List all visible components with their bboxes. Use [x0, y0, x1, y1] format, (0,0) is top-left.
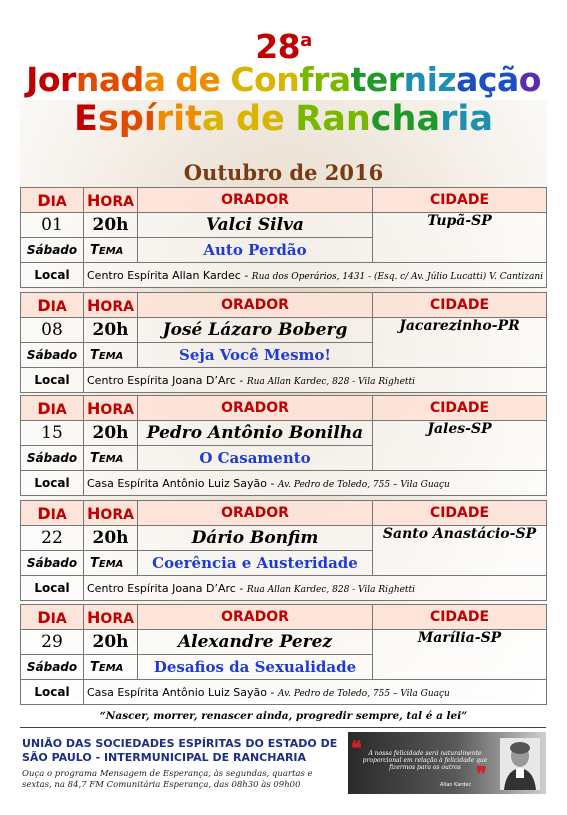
- event-theme: Seja Você Mesmo!: [138, 343, 373, 368]
- event-local-row: [21, 263, 547, 288]
- event-main-row: [21, 318, 547, 343]
- event-speaker: Dário Bonfim: [138, 526, 373, 551]
- local-label: Local: [21, 680, 84, 705]
- event-hour: 20h: [84, 213, 138, 238]
- event-speaker: Pedro Antônio Bonilha: [138, 421, 373, 446]
- hora-header: HORA: [84, 293, 138, 318]
- union-name: UNIÃO DAS SOCIEDADES ESPÍRITAS DO ESTADO DE SÃO PAULO - INTERMUNICIPAL DE RANCHARIA: [22, 737, 338, 764]
- radio-notice: Ouça o programa Mensagem de Esperança, às segundas, quartas e sextas, na 84,7 FM Comunitária Esperança, das 08h30 às 09h00: [22, 769, 313, 790]
- orador-header: ORADOR: [138, 605, 373, 630]
- close-quote-icon: ❞: [476, 762, 487, 786]
- local-label: Local: [21, 471, 84, 496]
- local-label: Local: [21, 263, 84, 288]
- kardec-portrait-icon: [500, 738, 540, 790]
- dia-header: DIA: [21, 501, 84, 526]
- event-table: [20, 500, 547, 601]
- event-main-row: [21, 421, 547, 446]
- title-ordinal: 28$^a$: [255, 27, 312, 66]
- event-venue: Casa Espírita Antônio Luiz Sayão - Av. Pedro de Toledo, 755 – Vila Guaçu: [84, 471, 547, 496]
- venue-name: Casa Espírita Antônio Luiz Sayão: [87, 476, 267, 490]
- event-header-row: [21, 396, 547, 421]
- cidade-header: CIDADE: [373, 293, 547, 318]
- event-local-row: [21, 680, 547, 705]
- venue-address: Av. Pedro de Toledo, 755 – Vila Guaçu: [277, 688, 450, 699]
- title-rest: Jornada de Confraternização: [26, 60, 541, 99]
- event-header-row: [21, 188, 547, 213]
- local-label: Local: [21, 576, 84, 601]
- event-speaker: Alexandre Perez: [138, 630, 373, 655]
- hora-header: HORA: [84, 188, 138, 213]
- event-day: 22: [21, 526, 84, 551]
- event-speaker: Valci Silva: [138, 213, 373, 238]
- event-weekday: Sábado: [21, 446, 84, 471]
- page-subtitle: Espírita de Rancharia: [74, 99, 493, 139]
- event-speaker: José Lázaro Boberg: [138, 318, 373, 343]
- page-title: [0, 27, 567, 99]
- kardec-author: Allan Kardec: [440, 782, 472, 788]
- footer-divider: [20, 727, 546, 728]
- venue-name: Casa Espírita Antônio Luiz Sayão: [87, 685, 267, 699]
- event-hour: 20h: [84, 318, 138, 343]
- event-local-row: [21, 471, 547, 496]
- dia-header: DIA: [21, 188, 84, 213]
- tema-label: TEMA: [84, 238, 138, 263]
- venue-address: Rua Allan Kardec, 828 - Vila Righetti: [246, 584, 416, 595]
- venue-name: Centro Espírita Joana D’Arc: [87, 581, 236, 595]
- tema-label: TEMA: [84, 343, 138, 368]
- hora-header: HORA: [84, 396, 138, 421]
- event-header-row: [21, 501, 547, 526]
- event-day: 01: [21, 213, 84, 238]
- event-header-row: [21, 605, 547, 630]
- event-table: [20, 604, 547, 705]
- venue-address: Rua Allan Kardec, 828 - Vila Righetti: [246, 376, 416, 387]
- event-weekday: Sábado: [21, 551, 84, 576]
- tema-label: TEMA: [84, 655, 138, 680]
- event-venue: Centro Espírita Allan Kardec - Rua dos Operários, 1431 - (Esq. c/ Av. Júlio Lucatti) V. Cantizani: [84, 263, 547, 288]
- event-venue: Centro Espírita Joana D’Arc - Rua Allan Kardec, 828 - Vila Righetti: [84, 576, 547, 601]
- open-quote-icon: ❝: [351, 736, 362, 760]
- local-label: Local: [21, 368, 84, 393]
- event-venue: Centro Espírita Joana D’Arc - Rua Allan Kardec, 828 - Vila Righetti: [84, 368, 547, 393]
- event-theme: O Casamento: [138, 446, 373, 471]
- event-local-row: [21, 368, 547, 393]
- event-local-row: [21, 576, 547, 601]
- venue-name: Centro Espírita Joana D’Arc: [87, 373, 236, 387]
- event-theme: Auto Perdão: [138, 238, 373, 263]
- hora-header: HORA: [84, 605, 138, 630]
- event-main-row: [21, 526, 547, 551]
- venue-name: Centro Espírita Allan Kardec: [87, 268, 241, 282]
- event-theme: Coerência e Austeridade: [138, 551, 373, 576]
- event-hour: 20h: [84, 526, 138, 551]
- cidade-header: CIDADE: [373, 501, 547, 526]
- footer-quote: “Nascer, morrer, renascer ainda, progredir sempre, tal é a lei”: [99, 710, 468, 722]
- event-venue: Casa Espírita Antônio Luiz Sayão - Av. Pedro de Toledo, 755 – Vila Guaçu: [84, 680, 547, 705]
- cidade-header: CIDADE: [373, 396, 547, 421]
- event-table: [20, 395, 547, 496]
- event-hour: 20h: [84, 421, 138, 446]
- event-weekday: Sábado: [21, 238, 84, 263]
- event-main-row: [21, 630, 547, 655]
- venue-address: Rua dos Operários, 1431 - (Esq. c/ Av. Júlio Lucatti) V. Cantizani: [251, 271, 544, 282]
- event-theme: Desafios da Sexualidade: [138, 655, 373, 680]
- event-weekday: Sábado: [21, 655, 84, 680]
- orador-header: ORADOR: [138, 501, 373, 526]
- orador-header: ORADOR: [138, 188, 373, 213]
- kardec-quote-box: [348, 732, 546, 794]
- orador-header: ORADOR: [138, 293, 373, 318]
- cidade-header: CIDADE: [373, 605, 547, 630]
- event-day: 15: [21, 421, 84, 446]
- tema-label: TEMA: [84, 551, 138, 576]
- event-hour: 20h: [84, 630, 138, 655]
- event-city: Marília-SP: [373, 630, 547, 680]
- event-city: Tupã-SP: [373, 213, 547, 263]
- tema-label: TEMA: [84, 446, 138, 471]
- month-heading: Outubro de 2016: [183, 160, 384, 185]
- event-weekday: Sábado: [21, 343, 84, 368]
- event-city: Santo Anastácio-SP: [373, 526, 547, 576]
- dia-header: DIA: [21, 396, 84, 421]
- venue-address: Av. Pedro de Toledo, 755 – Vila Guaçu: [277, 479, 450, 490]
- event-table: [20, 292, 547, 393]
- event-city: Jacarezinho-PR: [373, 318, 547, 368]
- dia-header: DIA: [21, 293, 84, 318]
- cidade-header: CIDADE: [373, 188, 547, 213]
- event-day: 08: [21, 318, 84, 343]
- event-main-row: [21, 213, 547, 238]
- event-city: Jales-SP: [373, 421, 547, 471]
- kardec-quote: A nossa felicidade será naturalmente proporcional em relação à felicidade que fizermos para os outros: [362, 750, 488, 771]
- dia-header: DIA: [21, 605, 84, 630]
- hora-header: HORA: [84, 501, 138, 526]
- orador-header: ORADOR: [138, 396, 373, 421]
- event-header-row: [21, 293, 547, 318]
- event-table: [20, 187, 547, 288]
- event-day: 29: [21, 630, 84, 655]
